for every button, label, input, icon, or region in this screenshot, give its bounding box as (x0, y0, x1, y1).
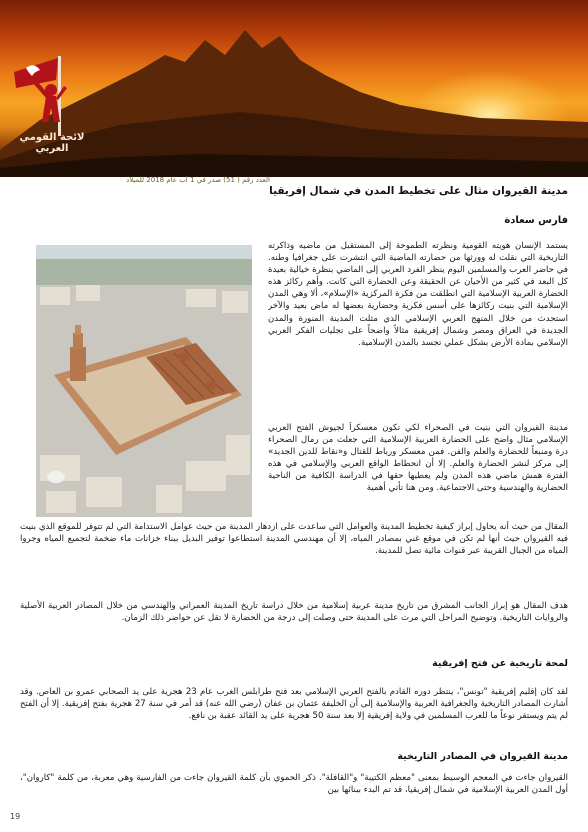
article-title: مدينة القيروان مثال على تخطيط المدن في شمال إفريقيا (269, 185, 568, 197)
mosque-aerial-photo (36, 245, 252, 517)
section-heading-sources: مدينة القيروان في المصادر التاريخية (397, 751, 568, 762)
paragraph-sources: القيروان جاءت في المعجم الوسيط بمعنى "معظم الكتيبة" و"القافلة". ذكر الحموي بأن كلمة القيروان جاءت من الفارسية وهي معربة، من كلمة "كاروان"، أول المدن العربية الإسلامية في شمال إفريقيا، قد تم البدء ببنائها بين (20, 773, 568, 796)
page-number: 19 (10, 812, 21, 821)
paragraph-aim: هدف المقال هو إبراز الجانب المشرق من تاريخ مدينة عربية إسلامية من خلال دراسة تاريخ المدينة العمراني والهندسي من خلال المصادر العربية الأصلية والروايات التاريخية. وتوضيح المراحل التي مرت على المدينة حتى وصلت إلى درجة من الحضارة لا تقل عن حواضر ذلك الزمان. (20, 601, 568, 624)
logo-caption: لائحة القومي العربي (19, 132, 85, 154)
paragraph-kairouan: مدينة القيروان التي بنيت في الصحراء لكي تكون معسكراً لجيوش الفتح العربي الإسلامي مثال واضح على الحضارة العربية الإسلامية التي جعلت من رمال الصحراء درة ومنبعاً للحضارة والعلم والفن. فمن معسكر ورباط للقتال و«نقاط للدين الجديد» إلى مركز لنشر الحضارة والعلم. إلا أن انحطاط الواقع العربي والإسلامي في هذه الفترة همش ماضي هذه المدن ولم يعطيها حقها في الدراسة الكافية من الناحية الحضارية والهندسية وحتى الاجتماعية. ومن هنا تأتي أهمية (268, 423, 568, 494)
article-author: فارس سعادة (504, 215, 568, 226)
paragraph-conquest: لقد كان إقليم إفريقية "تونس"، ينتظر دوره القادم بالفتح العربي الإسلامي بعد فتح طرابلس الغرب عام 23 هجرية على يد الصحابي عمرو بن العاص. وقد أشارت المصادر التاريخية والجغرافية العربية والإسلامية إلى أن الخليفة عثمان بن عفان (رضي الله عنه) قد أمر في سنة 27 هجرية بفتح إفريقية. إلا أن الفتح لم يتم ويستقر نوعاً ما للعرب المسلمين في ولاية إفريقية إلا بعد سنة 50 هجرية على يد القائد عقبة بن نافع. (20, 687, 568, 722)
issue-info: العدد رقم ( 51) صدر في 1 آب عام 2018 للميلاد (126, 176, 270, 184)
paragraph-kairouan-cont: المقال من حيث أنه يحاول إبراز كيفية تخطيط المدينة والعوامل التي ساعدت على ازدهار المدينة من حيث عوامل الاستدامة التي لم تتوفر للموقع الذي بنيت فيه القيروان حيث أنها لم تكن في موقع غني بمصادر المياه، إلا أن مهندسي المدينة استطاعوا توفير البديل ببناء خزانات ماء ضخمة لتجميع المياه وجروا المياه من الجبال القريبة عبر قنوات مائية تصل للمدينة. (20, 522, 568, 557)
section-heading-history: لمحة تاريخية عن فتح إفريقية (432, 658, 568, 669)
header-banner (0, 0, 588, 177)
paragraph-intro: يستمد الإنسان هويته القومية ونظرته الطموحة إلى المستقبل من ماضيه وذاكرته التاريخية التي نقلت له وورثها من حضارته الماضية التي انتشرت على جغرافيا وطنه. في حاضر العرب والمسلمين اليوم ينظر الفرد العربي إلى الماضي بنظرة خيالية بعيدة كل البعد في كثير من الأحيان عن الحقيقة وعن الحضارة التي كانت. وأهم ركائز هذه الحضارة العربية الإسلامية التي انطلقت من فكرة المركزية «الإسلام»، ألا وهي المدن الإسلامية التي بنيت ركائزها على أسس فكرية وحضارية بعضها له ماض بعيد والآخر استحدث من خلال المنهج العربي الإسلامي الذي مثلت المدينة المنورة والمدن الجديدة في العراق ومصر وشمال إفريقية مثالاً واضحاً على تجليات الفكر العربي الإسلامي بمادة الأرض بشكل عملي تجسد بالمدن الإسلامية. (268, 241, 568, 348)
arab-nationalist-logo-icon (6, 52, 98, 144)
